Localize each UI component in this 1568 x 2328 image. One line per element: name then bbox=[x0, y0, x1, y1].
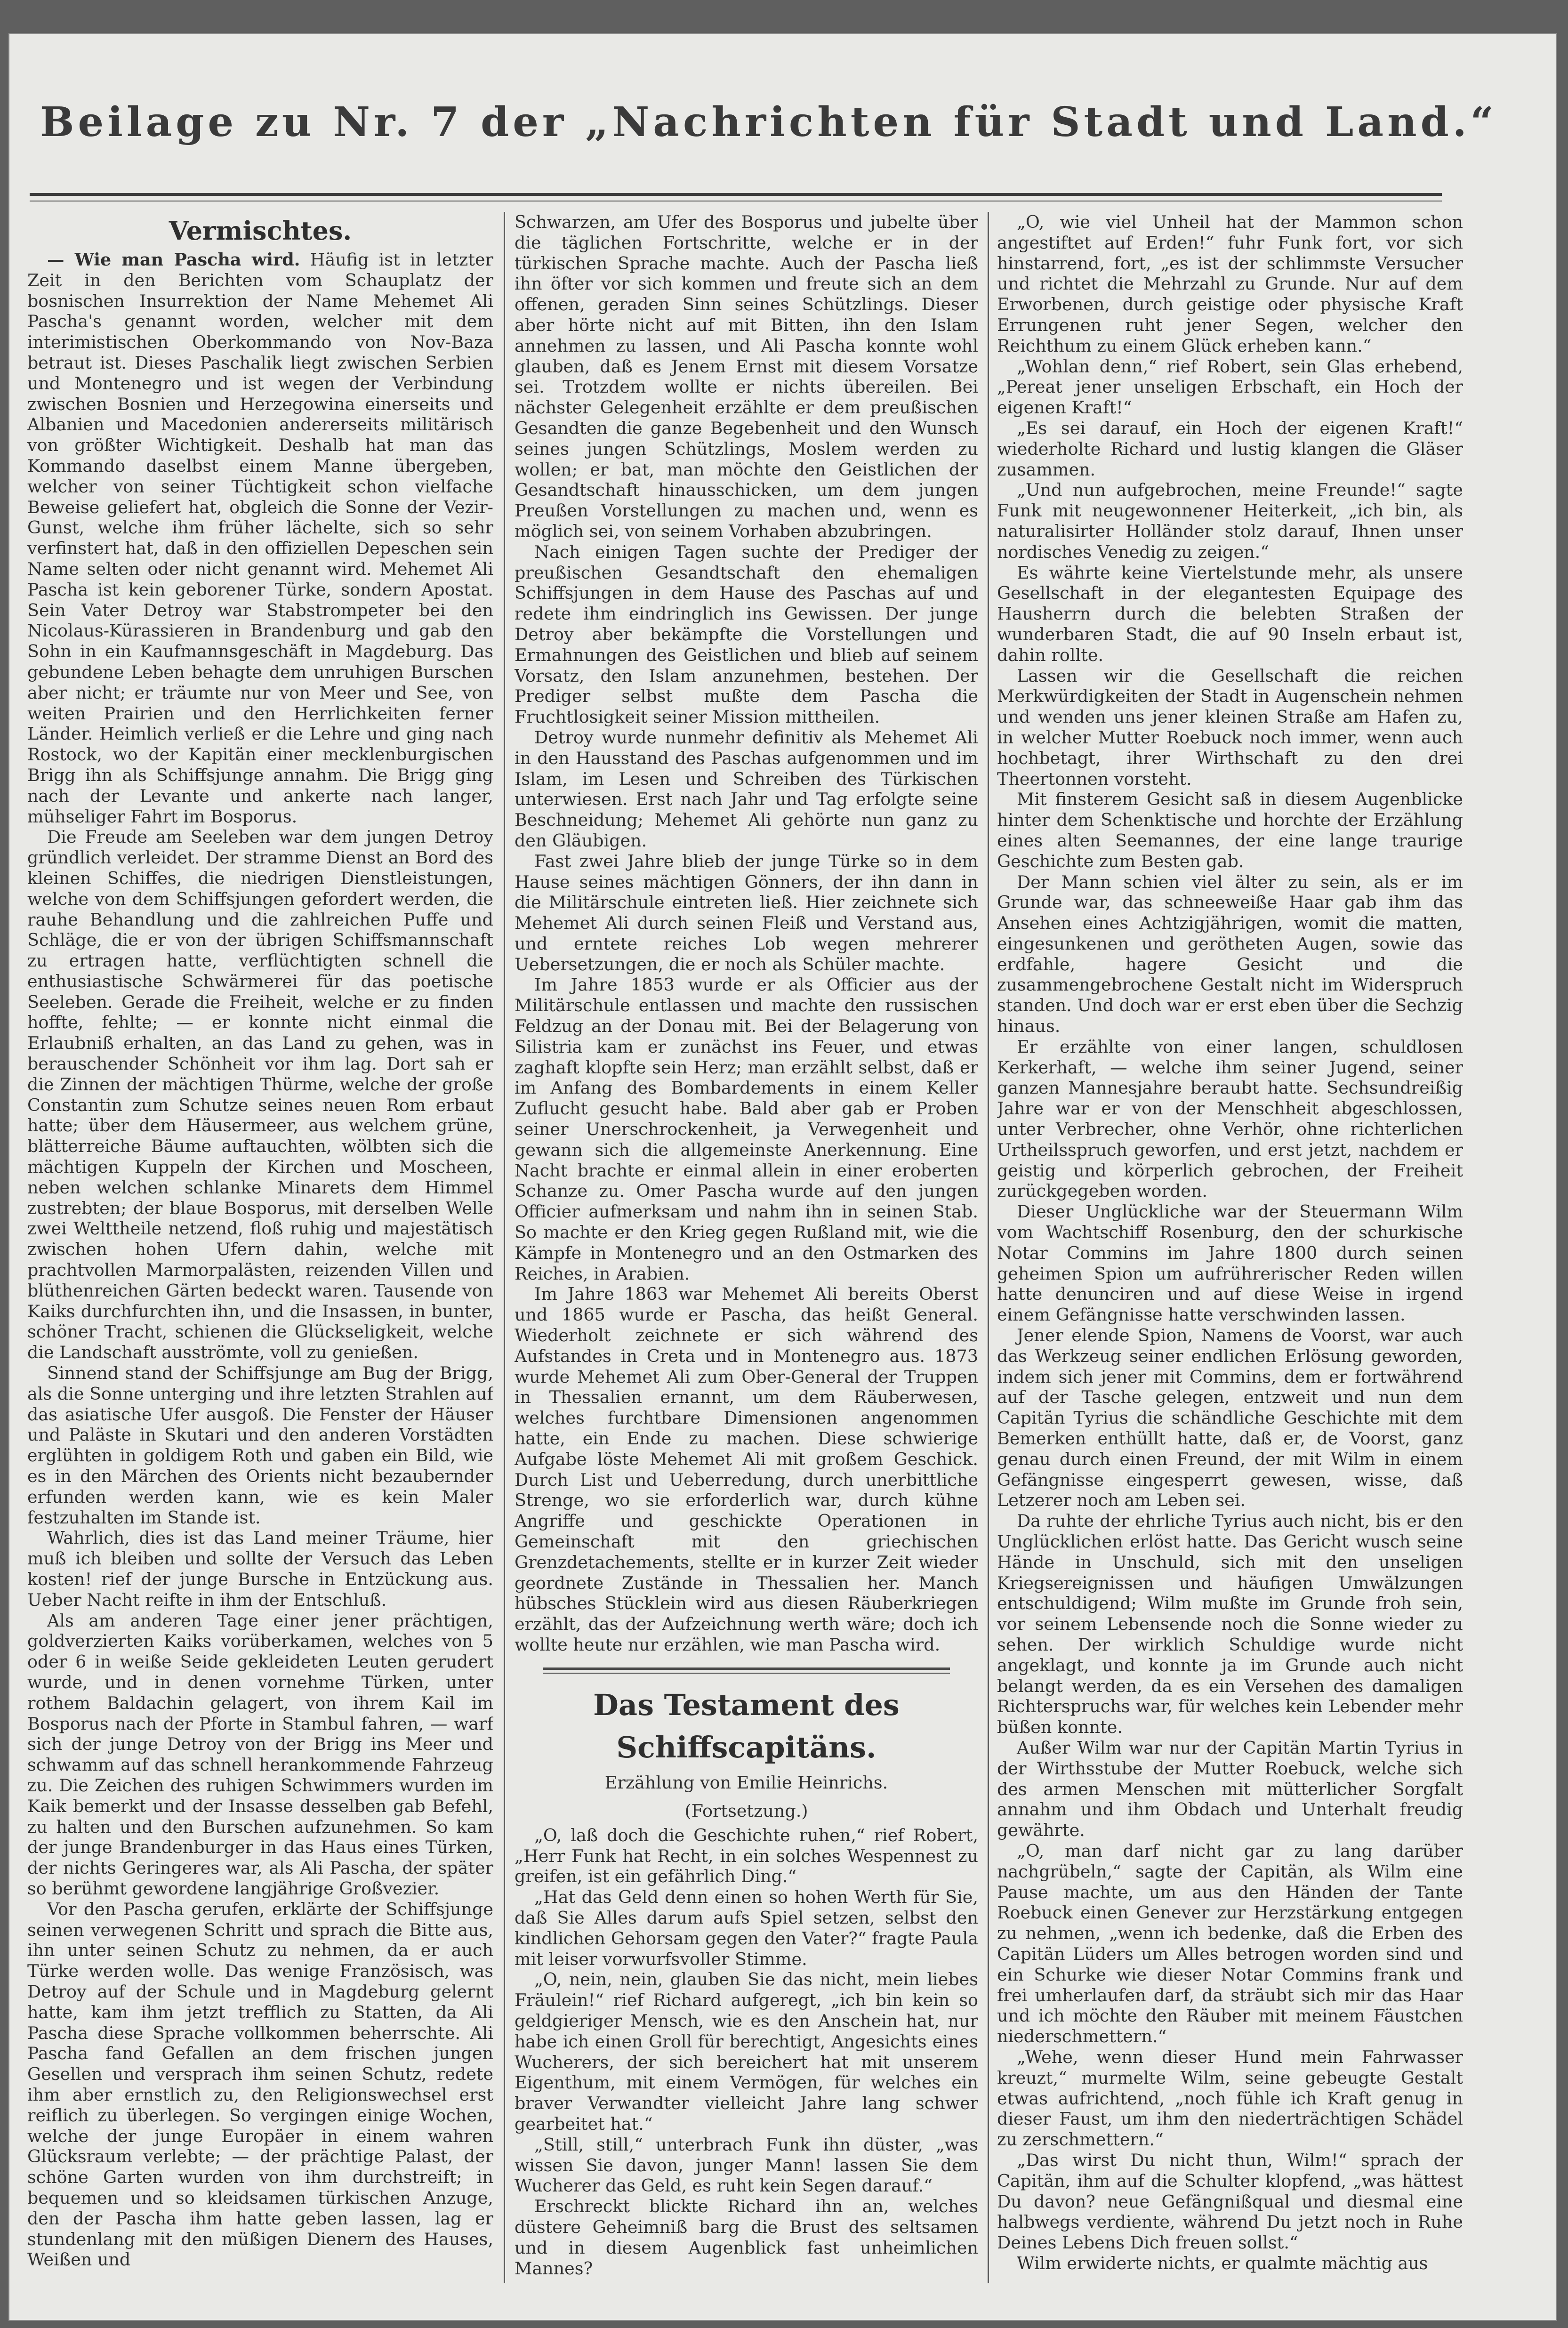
story-divider-thin bbox=[543, 1673, 950, 1674]
article-paragraph: Wahrlich, dies ist das Land meiner Träume, hier muß ich bleiben und sollte der Versuch das Leben kosten! rief der junge Bursche in Entzückung aus. Ueber Nacht reifte in ihm der Entschluß. bbox=[27, 1528, 493, 1610]
story-paragraph: „O, nein, nein, glauben Sie das nicht, mein liebes Fräulein!“ rief Richard aufgeregt, „ich bin kein so geldgieriger Mensch, wie es den Anschein hat, nur habe ich einen Groll für berechtigt, Angesichts eines Wucherers, der sich bereichert hat mit unserem Eigenthum, mit einem Vermögen, für welches ein braver Verwandter vielleicht Jahre lang schwer gearbeitet hat.“ bbox=[515, 1969, 978, 2134]
article-paragraph: Die Freude am Seeleben war dem jungen Detroy gründlich verleidet. Der stramme Dienst an Bord des kleinen Schiffes, die niedrigen Dienstleistungen, welche von dem Schiffsjungen gefordert werden, die rauhe Behandlung und die zahlreichen Puffe und Schläge, die er von der übrigen Schiffsmannschaft zu ertragen hatte, verflüchtigten schnell die enthusiastische Schwärmerei für das poetische Seeleben. Gerade die Freiheit, welche er zu finden hoffte, fehlte; — er konnte nicht einmal die Erlaubniß erhalten, an das Land zu gehen, was in berauschender Schönheit vor ihm lag. Dort sah er die Zinnen der mächtigen Thürme, welche der große Constantin zum Schutze seines neuen Rom erbaut hatte; über dem Häusermeer, aus welchem grüne, blätterreiche Bäume auftauchten, wölbten sich die mächtigen Kuppeln der Kirchen und Moscheen, neben welchen schlanke Minarets dem Himmel zustrebten; der blaue Bosporus, mit derselben Welle zwei Welttheile netzend, floß ruhig und majestätisch zwischen hohen Ufern dahin, welche mit prachtvollen Marmorpalästen, reizenden Villen und blüthenreichen Gärten bedeckt waren. Tausende von Kaiks durchfurchten ihn, und die Insassen, in bunter, schöner Tracht, schienen die Glückseligkeit, welche die Landschaft ausströmte, voll zu genießen. bbox=[27, 827, 493, 1363]
article-paragraph: Im Jahre 1853 wurde er als Officier aus der Militärschule entlassen und machte den russischen Feldzug an der Donau mit. Bei der Belagerung von Silistria kam er zunächst ins Feuer, und etwas zaghaft klopfte sein Herz; man erzählt selbst, daß er im Anfang des Bombardements in einem Keller Zuflucht gesucht habe. Bald aber gab er Proben seiner Unerschrockenheit, ja Verwegenheit und gewann sich die allgemeinste Anerkennung. Eine Nacht brachte er einmal allein in einer eroberten Schanze zu. Omer Pascha wurde auf den jungen Officier aufmerksam und nahm ihn in seinen Stab. So machte er den Krieg gegen Rußland mit, wie die Kämpfe in Montenegro und an den Ostmarken des Reiches, in Arabien. bbox=[515, 975, 978, 1284]
story-paragraph: „O, laß doch die Geschichte ruhen,“ rief Robert, „Herr Funk hat Recht, in ein solches Wespennest zu greifen, ist ein gefährlich Ding.“ bbox=[515, 1825, 978, 1887]
story-paragraph: Dieser Unglückliche war der Steuermann Wilm vom Wachtschiff Rosenburg, den der schurkische Notar Commins im Jahre 1800 durch seinen geheimen Spion um aufrührerischer Reden willen hatte denunciren und auf diese Weise in irgend einem Gefängnisse hatte verschwinden lassen. bbox=[997, 1201, 1463, 1325]
story-paragraph: „Wehe, wenn dieser Hund mein Fahrwasser kreuzt,“ murmelte Wilm, seine gebeugte Gestalt etwas aufrichtend, „noch fühle ich Kraft genug in dieser Faust, um ihm den niederträchtigen Schädel zu zerschmettern.“ bbox=[997, 2046, 1463, 2150]
story-title: Das Testament des Schiffscapitäns. bbox=[593, 1687, 900, 1764]
story-paragraph: „Wohlan denn,“ rief Robert, sein Glas erhebend, „Pereat jener unseligen Erbschaft, ein Hoch der eigenen Kraft!“ bbox=[997, 356, 1463, 418]
article-paragraph: Im Jahre 1863 war Mehemet Ali bereits Oberst und 1865 wurde er Pascha, das heißt General. Wiederholt zeichnete er sich während des Aufstandes in Creta und in Montenegro aus. 1873 wurde Mehemet Ali zum Ober-General der Truppen in Thessalien ernannt, um dem Räuberwesen, welches furchtbare Dimensionen angenommen hatte, ein Ende zu machen. Diese schwierige Aufgabe löste Mehemet Ali mit großem Geschick. Durch List und Ueberredung, durch unerbittliche Strenge, wo sie erforderlich war, durch kühne Angriffe und geschickte Operationen in Gemeinschaft mit den griechischen Grenzdetachements, stellte er in kurzer Zeit wieder geordnete Zustände in Thessalien her. Manch hübsches Stücklein wird aus diesen Räuberkriegen erzählt, das der Aufzeichnung werth wäre; doch ich wollte heute nur erzählen, wie man Pascha wird. bbox=[515, 1284, 978, 1655]
column-3 bbox=[997, 212, 1463, 2283]
article-text: Häufig ist in letzter Zeit in den Berichten vom Schauplatz der bosnischen Insurrektion der Name Mehemet Ali Pascha's genannt worden, welcher mit dem interimistischen Oberkommando von Nov-Baza betraut ist. Dieses Paschalik liegt zwischen Serbien und Montenegro und ist wegen der Verbindung zwischen Bosnien und Herzegowina einerseits und Albanien und Macedonien andererseits militärisch von größter Wichtigkeit. Deshalb hat man das Kommando daselbst einem Manne übergeben, welcher von seiner Tüchtigkeit schon vielfache Beweise geliefert hat, obgleich die Sonne der Vezir-Gunst, welche ihm früher lächelte, sich so sehr verfinstert hat, daß in den offiziellen Depeschen sein Name selten oder nicht genannt wird. Mehemet Ali Pascha ist kein geborener Türke, sondern Apostat. Sein Vater Detroy war Stabstrompeter bei den Nicolaus-Kürassieren in Brandenburg und gab den Sohn in ein Kaufmannsgeschäft in Magdeburg. Das gebundene Leben behagte dem unruhigen Burschen aber nicht; er träumte nur von Meer und See, von weiten Prairien und den Herrlichkeiten ferner Länder. Heimlich verließ er die Lehre und ging nach Rostock, wo der Kapitän einer mecklenburgischen Brigg ihn als Schiffsjunge annahm. Die Brigg ging nach der Levante und ankerte nach langer, mühseliger Fahrt im Bosporus. bbox=[27, 250, 493, 827]
column-divider-1 bbox=[504, 212, 505, 2283]
story-paragraph: Da ruhte der ehrliche Tyrius auch nicht, bis er den Unglücklichen erlöst hatte. Das Gericht wusch seine Hände in Unschuld, sich mit den unseligen Kriegsereignissen und häufigen Umwälzungen entschuldigend; Wilm mußte im Grunde froh sein, vor seinem Lebensende noch die Sonne wieder zu sehen. Der wirklich Schuldige wurde nicht angeklagt, und konnte ja im Grunde auch nicht belangt werden, da es ein Versehen des damaligen Richterspruchs war, für welches kein Lebender mehr büßen konnte. bbox=[997, 1511, 1463, 1738]
story-paragraph: „Still, still,“ unterbrach Funk ihn düster, „was wissen Sie davon, junger Mann! lassen Sie dem Wucherer das Geld, es ruht kein Segen darauf.“ bbox=[515, 2134, 978, 2196]
story-paragraph: „Es sei darauf, ein Hoch der eigenen Kraft!“ wiederholte Richard und lustig klangen die Gläser zusammen. bbox=[997, 418, 1463, 480]
story-byline: Erzählung von Emilie Heinrichs. bbox=[604, 1772, 888, 1793]
masthead: Beilage zu Nr. 7 der „Nachrichten für Stadt und Land.“ bbox=[40, 98, 1498, 146]
story-paragraph: Der Mann schien viel älter zu sein, als er im Grunde war, das schneeweiße Haar gab ihm das Ansehen eines Achtzigjährigen, womit die matten, eingesunkenen und gerötheten Augen, sowie das erdfahle, hagere Gesicht und die zusammengebrochene Gestalt nicht im Widerspruch standen. Und doch war er erst eben über die Sechzig hinaus. bbox=[997, 871, 1463, 1037]
story-paragraph: Lassen wir die Gesellschaft die reichen Merkwürdigkeiten der Stadt in Augenschein nehmen und wenden uns jener kleinen Straße am Hafen zu, in welcher Mutter Roebuck noch immer, wenn auch hochbetagt, ihrer Wirthschaft zu den drei Theertonnen vorsteht. bbox=[997, 665, 1463, 789]
article-paragraph: Vor den Pascha gerufen, erklärte der Schiffsjunge seinen verwegenen Schritt und sprach die Bitte aus, ihn unter seinen Schutz zu nehmen, da er auch Türke werden wolle. Das wenige Französisch, was Detroy auf der Schule und in Magdeburg gelernt hatte, kam ihm jetzt trefflich zu Statten, da Ali Pascha diese Sprache vollkommen beherrschte. Ali Pascha fand Gefallen an dem frischen jungen Gesellen und versprach ihm seinen Schutz, redete ihm aber ernstlich zu, den Religionswechsel erst reiflich zu überlegen. So vergingen einige Wochen, welche der junge Europäer in einem wahren Glücksraum verlebte; — der prächtige Palast, der schöne Garten wurden von ihm durchstreift; in bequemen und so kleidsamen türkischen Anzuge, den der Pascha ihm hatte geben lassen, lag er stundenlang mit den müßigen Dienern des Hauses, Weißen und bbox=[27, 1899, 493, 2270]
story-paragraph: Jener elende Spion, Namens de Voorst, war auch das Werkzeug seiner endlichen Erlösung geworden, indem sich jener mit Commins, dem er fortwährend auf der Tasche gelegen, entzweit und nun dem Capitän Tyrius die schändliche Geschichte mit dem Bemerken enthüllt hatte, daß er, de Voorst, ganz genau durch einen Freund, der mit Wilm in einem Gefängnisse eingesperrt gewesen, wisse, daß Letzerer noch am Leben sei. bbox=[997, 1325, 1463, 1511]
story-paragraph: „Hat das Geld denn einen so hohen Werth für Sie, daß Sie Alles darum aufs Spiel setzen, selbst den kindlichen Gehorsam gegen den Vater?“ fragte Paula mit leiser vorwurfsvoller Stimme. bbox=[515, 1887, 978, 1969]
newspaper-page bbox=[8, 33, 1557, 2321]
article-paragraph: Nach einigen Tagen suchte der Prediger der preußischen Gesandtschaft den ehemaligen Schiffsjungen in dem Hause des Paschas auf und redete ihm eindringlich ins Gewissen. Der junge Detroy aber bekämpfte die Vorstellungen und Ermahnungen des Geistlichen und blieb auf seinem Vorsatz, den Islam anzunehmen, bestehen. Der Prediger selbst mußte dem Pascha die Fruchtlosigkeit seiner Mission mittheilen. bbox=[515, 541, 978, 727]
story-paragraph: Es währte keine Viertelstunde mehr, als unsere Gesellschaft in der elegantesten Equipage des Hausherrn durch die belebten Straßen der wunderbaren Stadt, die auf 90 Inseln erbaut ist, dahin rollte. bbox=[997, 562, 1463, 665]
story-paragraph: „O, wie viel Unheil hat der Mammon schon angestiftet auf Erden!“ fuhr Funk fort, vor sich hinstarrend, fort, „es ist der schlimmste Versucher und richtet die Mehrzahl zu Grunde. Nur auf dem Erworbenen, durch geistige oder physische Kraft Errungenen ruht jener Segen, welcher den Reichthum zu einem Glück erheben kann.“ bbox=[997, 212, 1463, 356]
masthead-rule bbox=[30, 193, 1442, 196]
article-paragraph bbox=[27, 250, 493, 827]
section-title: Vermischtes. bbox=[169, 216, 352, 246]
column-2 bbox=[515, 212, 978, 2283]
article-paragraph: Schwarzen, am Ufer des Bosporus und jubelte über die täglichen Fortschritte, welche er in der türkischen Sprache machte. Auch der Pascha ließ ihn öfter vor sich kommen und freute sich an dem offenen, geraden Sinn seines Schützlings. Dieser aber hörte nicht auf mit Bitten, ihn den Islam annehmen zu lassen, und Ali Pascha konnte wohl glauben, daß es Jenem Ernst mit diesem Vorsatze sei. Trotzdem wollte er nichts übereilen. Bei nächster Gelegenheit erzählte er dem preußischen Gesandten die ganze Begebenheit und den Wunsch seines jungen Schützlings, Moslem werden zu wollen; er bat, man möchte den Geistlichen der Gesandtschaft hinausschicken, um dem jungen Preußen Vorstellungen zu machen und, wenn es möglich sei, von seinem Vorhaben abzubringen. bbox=[515, 212, 978, 541]
story-paragraph: „Das wirst Du nicht thun, Wilm!“ sprach der Capitän, ihm auf die Schulter klopfend, „was hättest Du davon? neue Gefängnißqual und diesmal eine halbwegs verdiente, während Du jetzt noch in Ruhe Deines Lebens Dich freuen sollst.“ bbox=[997, 2150, 1463, 2253]
story-paragraph: Er erzählte von einer langen, schuldlosen Kerkerhaft, — welche ihm seiner Jugend, seiner ganzen Mannesjahre beraubt hatte. Sechsundreißig Jahre war er von der Menschheit abgeschlossen, unter Verbrecher, ohne Verhör, ohne richterlichen Urtheilsspruch geworfen, und erst jetzt, nachdem er geistig und körperlich gebrochen, der Freiheit zurückgegeben worden. bbox=[997, 1036, 1463, 1201]
story-paragraph: Außer Wilm war nur der Capitän Martin Tyrius in der Wirthsstube der Mutter Roebuck, welche sich des armen Menschen mit mütterlicher Sorgfalt annahm und ihm Obdach und Unterhalt freudig gewährte. bbox=[997, 1737, 1463, 1841]
story-paragraph: „Und nun aufgebrochen, meine Freunde!“ sagte Funk mit neugewonnener Heiterkeit, „ich bin, als naturalisirter Holländer stolz darauf, Ihnen unser nordisches Venedig zu zeigen.“ bbox=[997, 480, 1463, 562]
column-divider-2 bbox=[988, 212, 989, 2283]
story-continued: (Fortsetzung.) bbox=[684, 1800, 808, 1821]
article-paragraph: Sinnend stand der Schiffsjunge am Bug der Brigg, als die Sonne unterging und ihre letzten Strahlen auf das asiatische Ufer ausgoß. Die Fenster der Häuser und Paläste in Skutari und den anderen Vorstädten erglühten in goldigem Roth und gaben ein Bild, wie es in den Märchen des Orients nicht bezaubernder erfunden werden kann, wie es kein Maler festzuhalten im Stande ist. bbox=[27, 1363, 493, 1528]
article-paragraph: Fast zwei Jahre blieb der junge Türke so in dem Hause seines mächtigen Gönners, der ihn dann in die Militärschule eintreten ließ. Hier zeichnete sich Mehemet Ali durch seinen Fleiß und Verstand aus, und erntete reiches Lob wegen mehrerer Uebersetzungen, die er noch als Schüler machte. bbox=[515, 851, 978, 975]
article-paragraph: Als am anderen Tage einer jener prächtigen, goldverzierten Kaiks vorüberkamen, welches von 5 oder 6 in weiße Seide gekleideten Leuten gerudert wurde, und in denen vornehme Türken, unter rothem Baldachin gelagert, von ihrem Kail im Bosporus nach der Pforte in Stambul fahren, — warf sich der junge Detroy von der Brigg ins Meer und schwamm auf das schnell herankommende Fahrzeug zu. Die Zeichen des ruhigen Schwimmers wurden im Kaik bemerkt und der Insasse desselben gab Befehl, zu halten und den Burschen aufzunehmen. So kam der junge Brandenburger in das Haus eines Türken, der nichts Geringeres war, als Ali Pascha, der später so berühmt gewordene langjährige Großvezier. bbox=[27, 1610, 493, 1899]
story-paragraph: „O, man darf nicht gar zu lang darüber nachgrübeln,“ sagte der Capitän, als Wilm eine Pause machte, um aus den Händen der Tante Roebuck einen Genever zur Herzstärkung entgegen zu nehmen, „wenn ich bedenke, daß die Erben des Capitän Lüders um Alles betrogen worden sind und ein Schurke wie dieser Notar Commins frank und frei umherlaufen darf, da sträubt sich mir das Haar und ich möchte den Räuber mit meinem Fäustchen niederschmettern.“ bbox=[997, 1840, 1463, 2047]
story-divider bbox=[543, 1667, 950, 1670]
story-paragraph: Erschreckt blickte Richard ihn an, welches düstere Geheimniß barg die Brust des seltsamen und in diesem Augenblick fast unheimlichen Mannes? bbox=[515, 2196, 978, 2279]
column-1 bbox=[27, 212, 493, 2283]
story-paragraph: Mit finsterem Gesicht saß in diesem Augenblicke hinter dem Schenktische und horchte der Erzählung eines alten Seemannes, der eine lange traurige Geschichte zum Besten gab. bbox=[997, 789, 1463, 871]
story-paragraph: Wilm erwiderte nichts, er qualmte mächtig aus bbox=[1017, 2253, 1428, 2273]
article-lead: — Wie man Pascha wird. bbox=[47, 250, 300, 270]
article-paragraph: Detroy wurde nunmehr definitiv als Mehemet Ali in den Hausstand des Paschas aufgenommen und im Islam, im Lesen und Schreiben des Türkischen unterwiesen. Erst nach Jahr und Tag erfolgte seine Beschneidung; Mehemet Ali gehörte nun ganz zu den Gläubigen. bbox=[515, 727, 978, 851]
